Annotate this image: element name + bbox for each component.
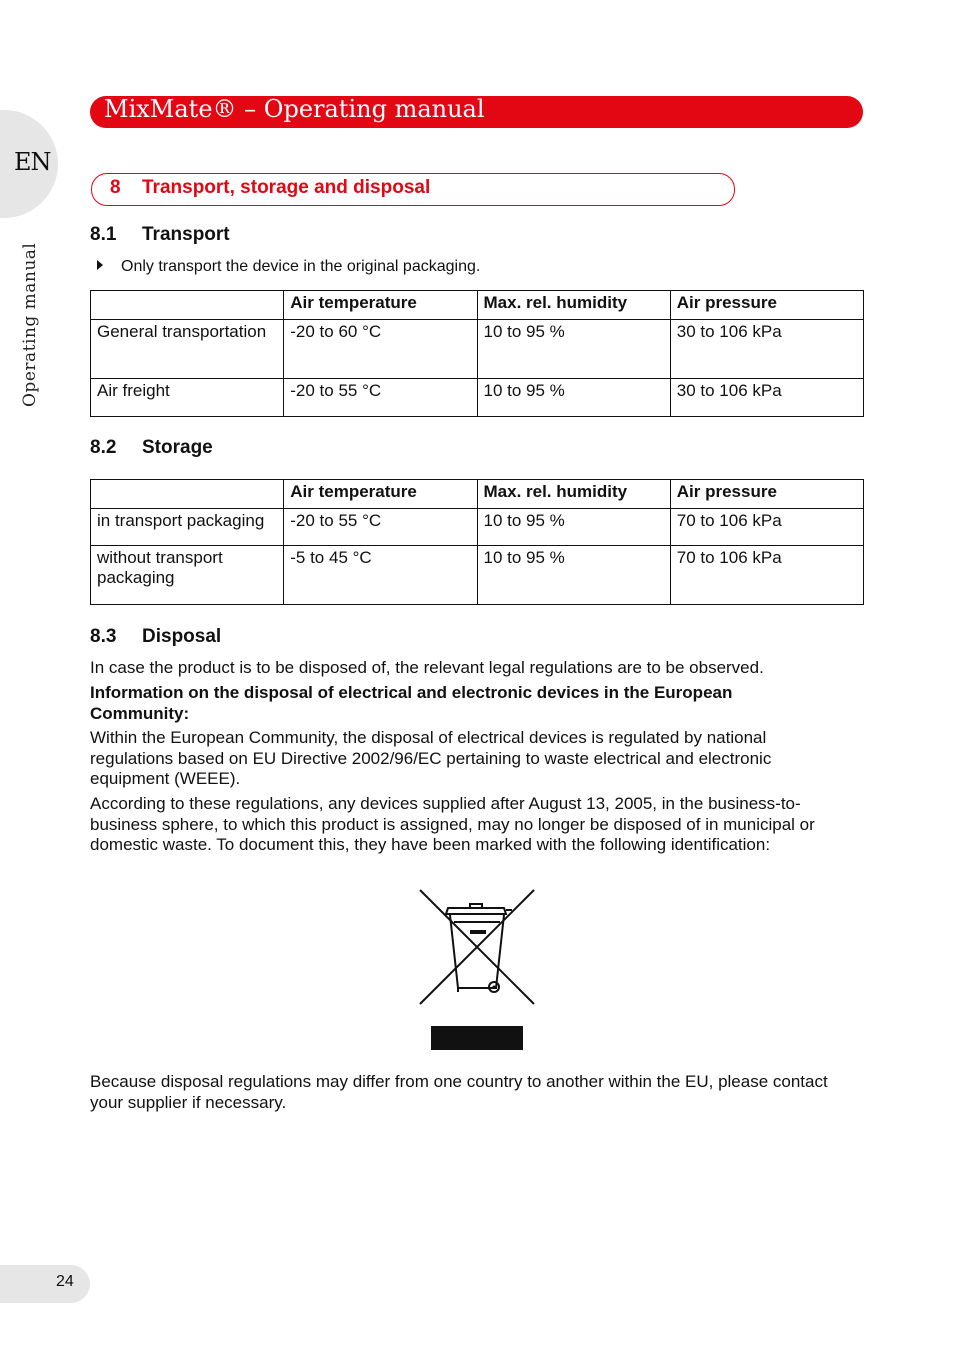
table-header-cell: Max. rel. humidity bbox=[477, 291, 670, 320]
table-header-cell: Air pressure bbox=[670, 291, 863, 320]
table-row bbox=[91, 546, 864, 605]
disposal-heading bbox=[90, 626, 221, 648]
table-cell: 10 to 95 % bbox=[477, 509, 670, 546]
table-cell: -20 to 55 °C bbox=[284, 509, 477, 546]
table-header-cell: Air pressure bbox=[670, 480, 863, 509]
storage-table bbox=[90, 479, 864, 605]
table-cell: 70 to 106 kPa bbox=[670, 509, 863, 546]
storage-heading bbox=[90, 437, 213, 459]
section-number: 8 bbox=[110, 177, 121, 198]
table-header-row bbox=[91, 291, 864, 320]
transport-heading bbox=[90, 224, 230, 246]
table-row bbox=[91, 320, 864, 379]
table-header-cell: Air temperature bbox=[284, 480, 477, 509]
disposal-number: 8.3 bbox=[90, 626, 117, 647]
table-row bbox=[91, 509, 864, 546]
transport-title: Transport bbox=[142, 224, 230, 245]
document-title: MixMate® – Operating manual bbox=[104, 95, 485, 123]
page-number-tab bbox=[0, 1265, 90, 1303]
table-header-row bbox=[91, 480, 864, 509]
language-code: EN bbox=[14, 148, 51, 176]
table-header-cell: Air temperature bbox=[284, 291, 477, 320]
disposal-bold-heading: Information on the disposal of electrical and electronic devices in the European Community: bbox=[90, 683, 733, 723]
table-cell: -20 to 55 °C bbox=[284, 379, 477, 417]
transport-bullet bbox=[97, 258, 480, 276]
section-title: Transport, storage and disposal bbox=[142, 177, 431, 198]
storage-title: Storage bbox=[142, 437, 213, 458]
disposal-title: Disposal bbox=[142, 626, 222, 647]
bullet-arrow-icon bbox=[97, 260, 103, 270]
table-header-cell bbox=[91, 480, 284, 509]
disposal-paragraph-1: In case the product is to be disposed of, the relevant legal regulations are to be observed. bbox=[90, 658, 764, 677]
table-header-cell: Max. rel. humidity bbox=[477, 480, 670, 509]
table-cell: -5 to 45 °C bbox=[284, 546, 477, 605]
table-cell: Air freight bbox=[91, 379, 284, 417]
table-cell: 10 to 95 % bbox=[477, 546, 670, 605]
side-section-label: Operating manual bbox=[20, 242, 40, 407]
table-cell: 30 to 106 kPa bbox=[670, 379, 863, 417]
table-cell: 70 to 106 kPa bbox=[670, 546, 863, 605]
table-cell: 10 to 95 % bbox=[477, 320, 670, 379]
disposal-paragraph-4: Because disposal regulations may differ from one country to another within the EU, please contact your supplier if necessary. bbox=[90, 1072, 828, 1112]
disposal-paragraph-2: Within the European Community, the disposal of electrical devices is regulated by national regulations based on EU Directive 2002/96/EC pertaining to waste electrical and electronic equipment (WEEE). bbox=[90, 728, 772, 788]
table-cell: General transportation bbox=[91, 320, 284, 379]
table-cell: 10 to 95 % bbox=[477, 379, 670, 417]
table-cell: -20 to 60 °C bbox=[284, 320, 477, 379]
page-number: 24 bbox=[56, 1273, 74, 1290]
table-cell: without transport packaging bbox=[91, 546, 284, 605]
table-row bbox=[91, 379, 864, 417]
transport-number: 8.1 bbox=[90, 224, 117, 245]
table-cell: in transport packaging bbox=[91, 509, 284, 546]
section-heading bbox=[110, 177, 430, 199]
table-cell: 30 to 106 kPa bbox=[670, 320, 863, 379]
disposal-paragraph-3: According to these regulations, any devices supplied after August 13, 2005, in the business-to-business sphere, to which this product is assigned, may no longer be disposed of in municipal or domestic waste. To document this, they have been marked with the following identification: bbox=[90, 794, 815, 854]
crossed-out-wheelie-bin-icon bbox=[418, 888, 536, 1011]
storage-number: 8.2 bbox=[90, 437, 117, 458]
transport-table bbox=[90, 290, 864, 417]
table-header-cell bbox=[91, 291, 284, 320]
transport-bullet-text: Only transport the device in the original packaging. bbox=[121, 258, 481, 275]
weee-black-bar bbox=[431, 1026, 523, 1050]
